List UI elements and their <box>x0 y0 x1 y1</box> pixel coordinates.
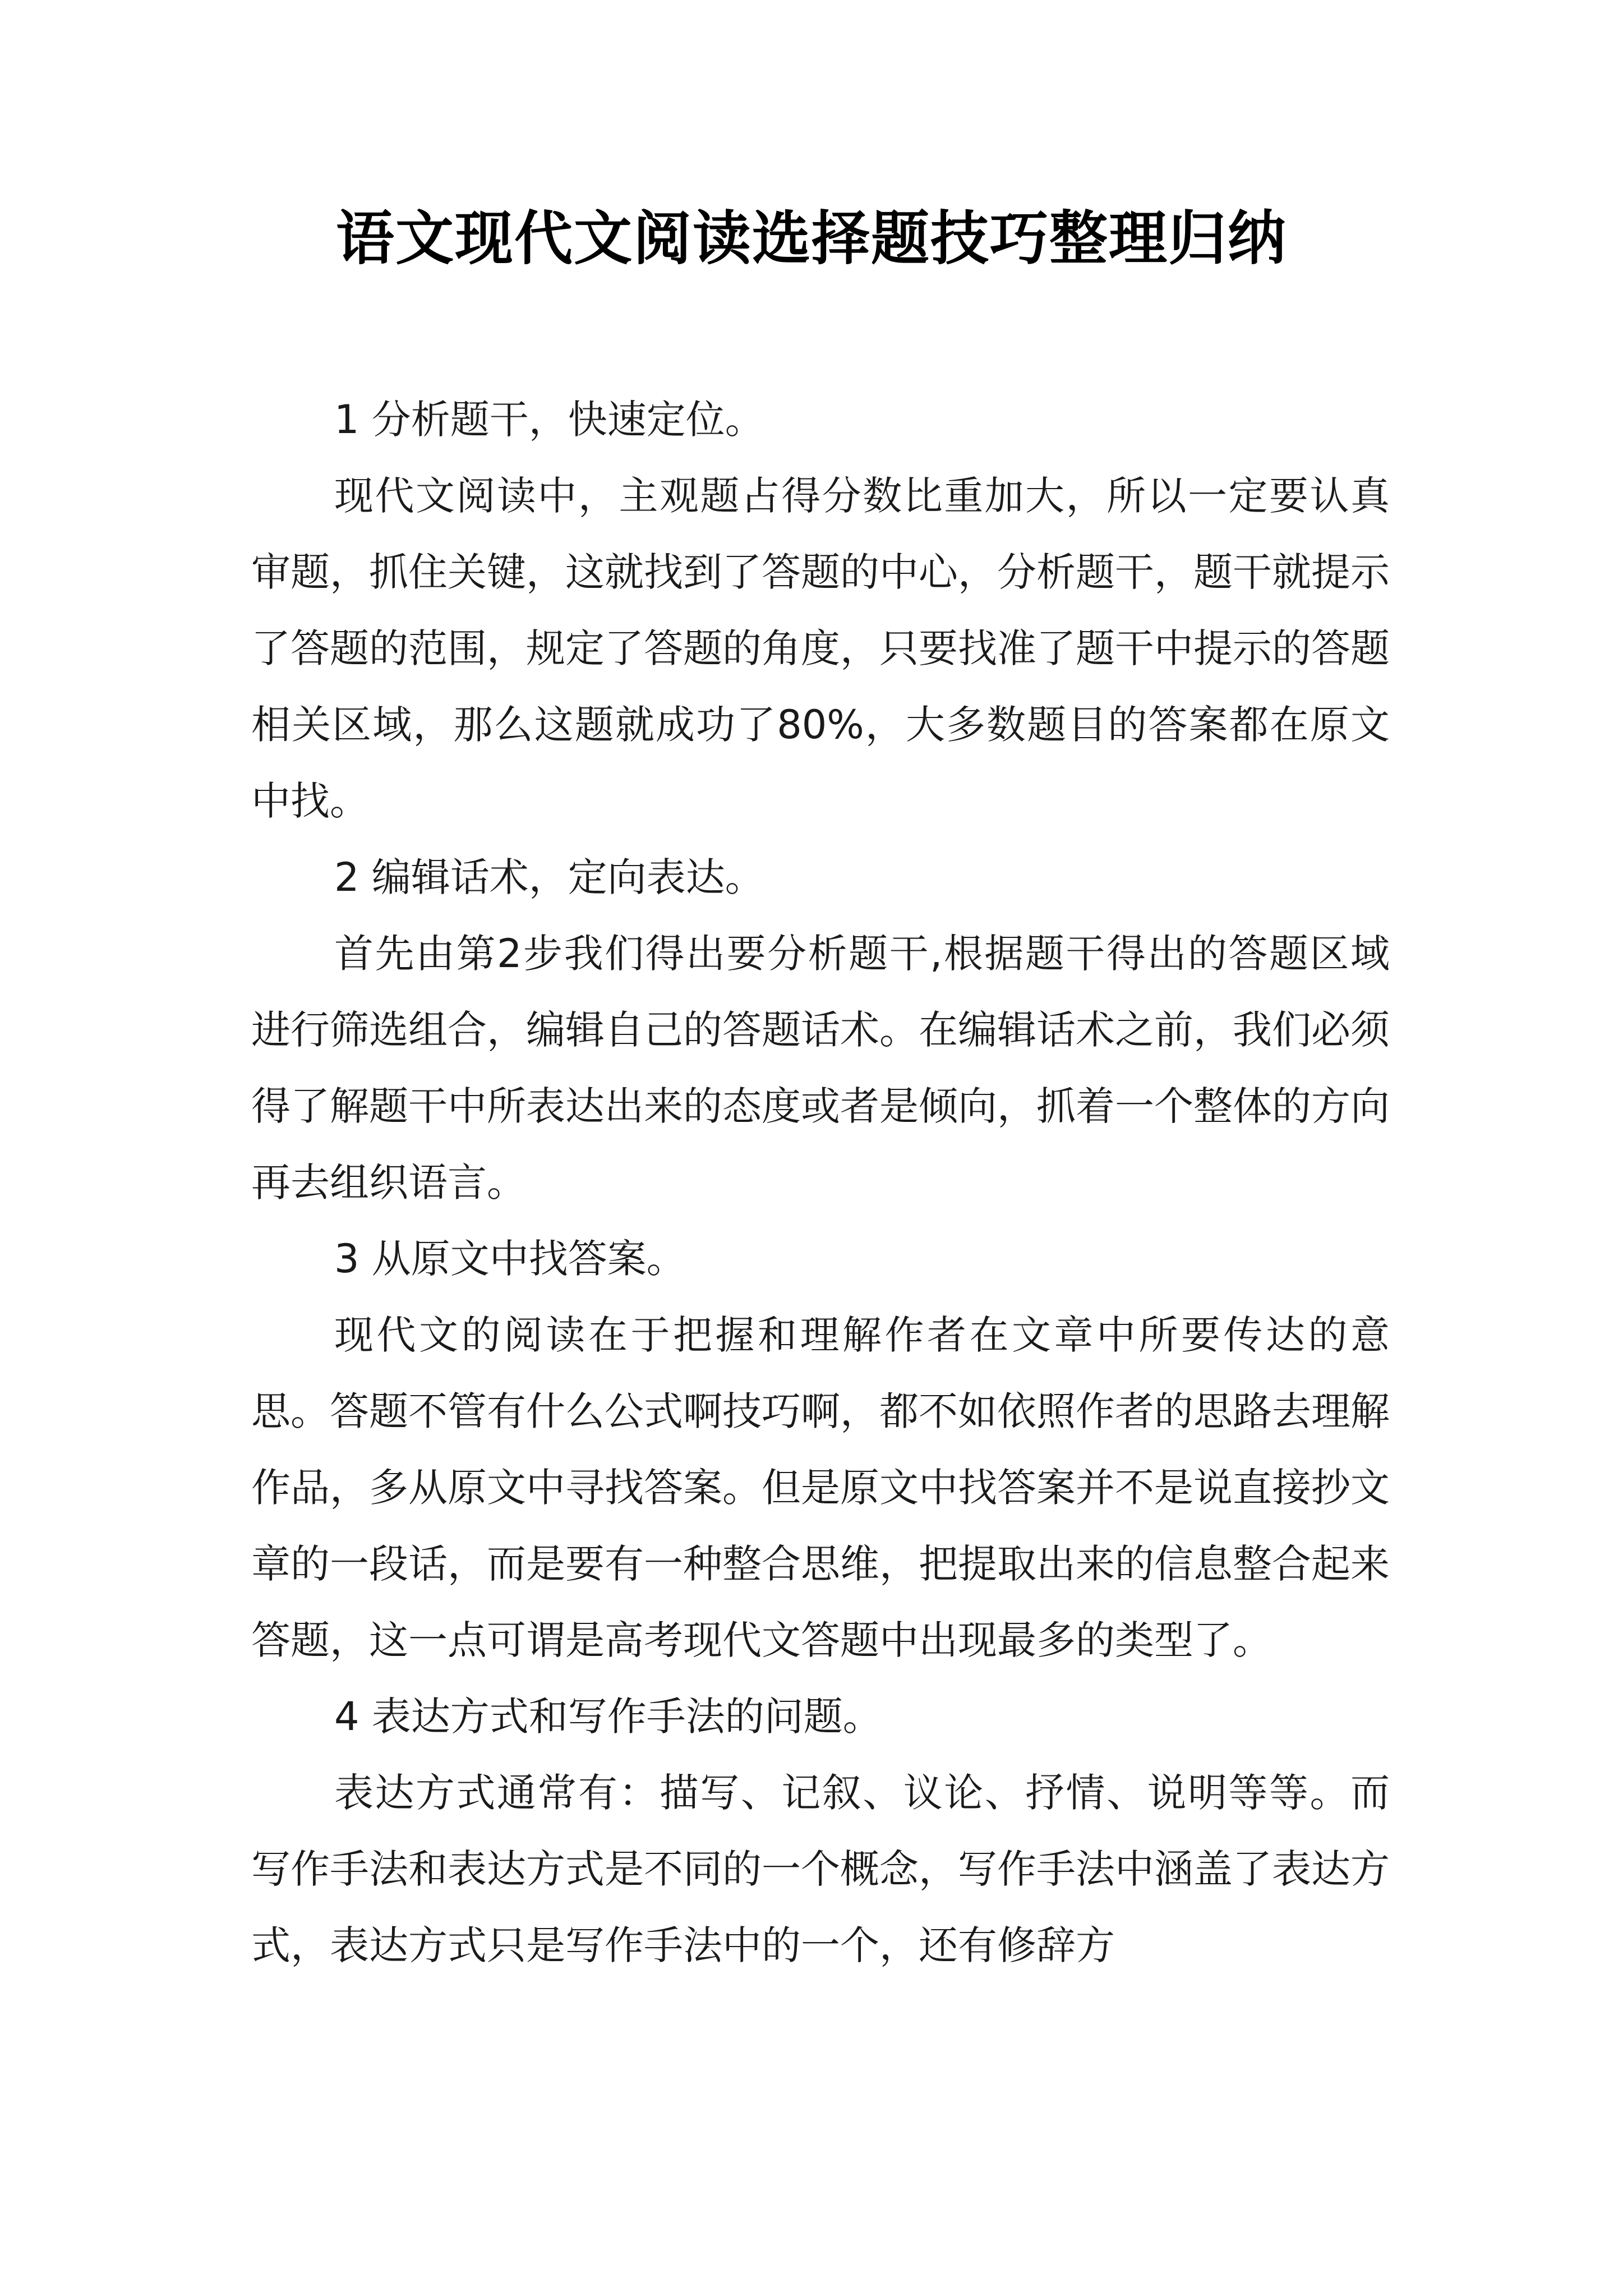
section-heading-2: 2 编辑话术，定向表达。 <box>334 854 764 900</box>
section-heading-3: 3 从原文中找答案。 <box>334 1236 686 1282</box>
section-heading-4: 4 表达方式和写作手法的问题。 <box>334 1694 882 1740</box>
section-heading-1: 1 分析题干，快速定位。 <box>334 397 764 443</box>
document-title: 语文现代文阅读选择题技巧整理归纳 <box>335 204 1287 273</box>
section-paragraph-4: 表达方式通常有：描写、记叙、议论、抒情、说明等等。而写作手法和表达方式是不同的一个概念，写作手法中涵盖了表达方式，表达方式只是写作手法中的一个，还有修辞方 <box>251 1770 1390 1968</box>
section-paragraph-2: 首先由第2步我们得出要分析题干,根据题干得出的答题区域进行筛选组合，编辑自己的答题话术。在编辑话术之前，我们必须得了解题干中所表达出来的态度或者是倾向，抓着一个整体的方向再去组织语言。 <box>251 931 1390 1205</box>
section-paragraph-3: 现代文的阅读在于把握和理解作者在文章中所要传达的意思。答题不管有什么公式啊技巧啊，都不如依照作者的思路去理解作品，多从原文中寻找答案。但是原文中找答案并不是说直接抄文章的一段话，而是要有一种整合思维，把提取出来的信息整合起来答题，这一点可谓是高考现代文答题中出现最多的类型了。 <box>251 1312 1390 1663</box>
section-paragraph-1: 现代文阅读中，主观题占得分数比重加大，所以一定要认真审题，抓住关键，这就找到了答题的中心，分析题干，题干就提示了答题的范围，规定了答题的角度，只要找准了题干中提示的答题相关区域，那么这题就成功了80%，大多数题目的答案都在原文中找。 <box>251 473 1390 824</box>
document-body <box>251 381 1390 1984</box>
